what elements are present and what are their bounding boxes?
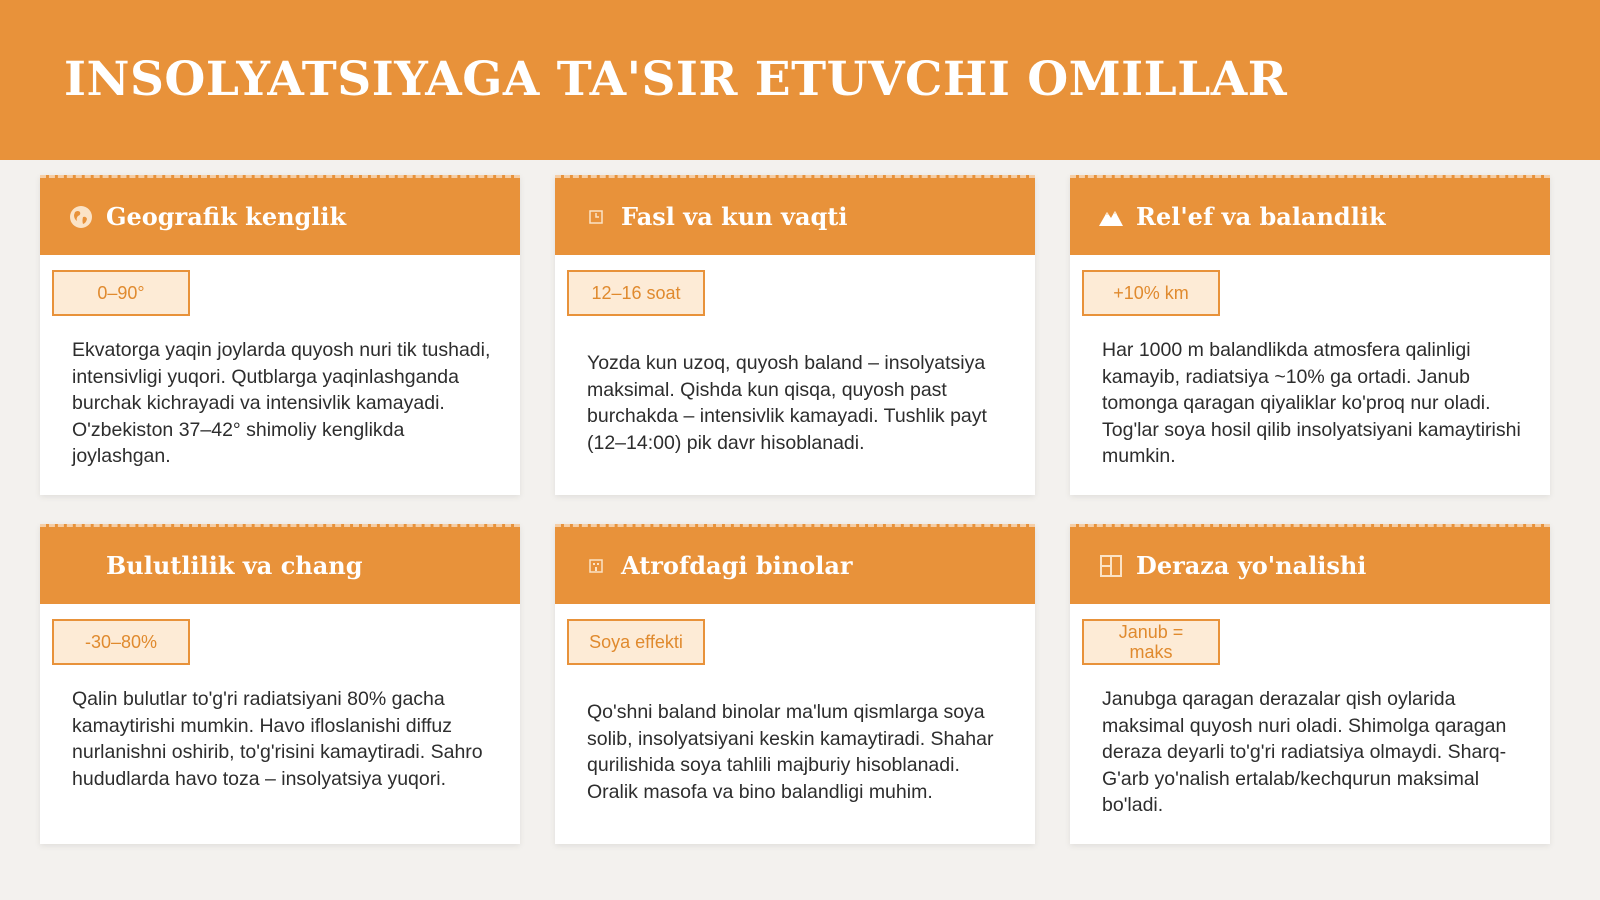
card-title: Geografik kenglik [106, 202, 347, 231]
card-header [555, 524, 1035, 604]
factor-card-cloudiness [40, 524, 520, 844]
card-description: Ekvatorga yaqin joylarda quyosh nuri tik tushadi, intensivligi yuqori. Qutblarga yaqinlashganda burchak kichrayadi va intensivlik kamayadi. O'zbekiston 37–42° shimoliy kenglikda joylashgan. [72, 339, 491, 467]
building-icon [583, 553, 609, 579]
factor-card-latitude [40, 175, 520, 495]
cloud-icon [68, 553, 94, 579]
card-title: Rel'ef va balandlik [1136, 202, 1386, 231]
card-description: Janubga qaragan derazalar qish oylarida maksimal quyosh nuri oladi. Shimolga qaragan deraza deyarli to'g'ri radiatsiya olmaydi. Sharq-G'arb yo'nalish ertalab/kechqurun maksimal bo'ladi. [1102, 688, 1507, 816]
factor-card-season-time [555, 175, 1035, 495]
card-description: Yozda kun uzoq, quyosh baland – insolyatsiya maksimal. Qishda kun qisqa, quyosh past burchakda – intensivlik kamayadi. Tushlik payt (12–14:00) pik davr hisoblanadi. [587, 352, 987, 454]
value-badge: Soya effekti [567, 619, 705, 665]
factor-card-surrounding-buildings [555, 524, 1035, 844]
card-header [40, 175, 520, 255]
globe-icon [68, 204, 94, 230]
value-badge: -30–80% [52, 619, 190, 665]
card-title: Fasl va kun vaqti [621, 202, 848, 231]
card-title: Bulutlilik va chang [106, 551, 363, 580]
card-description: Har 1000 m balandlikda atmosfera qalinligi kamayib, radiatsiya ~10% ga ortadi. Janub tomonga qaragan qiyaliklar ko'proq nur oladi. Tog'lar soya hosil qilib insolyatsiyani kamaytirishi mumkin. [1102, 339, 1521, 467]
slide-title: INSOLYATSIYAGA TA'SIR ETUVCHI OMILLAR [64, 52, 1288, 107]
card-title: Deraza yo'nalishi [1136, 551, 1367, 580]
value-badge: +10% km [1082, 270, 1220, 316]
card-description: Qalin bulutlar to'g'ri radiatsiyani 80% gacha kamaytirishi mumkin. Havo ifloslanishi diffuz nurlanishni oshirib, to'g'risini kamaytiradi. Sahro hududlarda havo toza – insolyatsiya yuqori. [72, 688, 483, 790]
value-badge: 12–16 soat [567, 270, 705, 316]
clock-icon [583, 204, 609, 230]
slide-header [0, 0, 1600, 160]
mountain-icon [1098, 204, 1124, 230]
window-icon [1098, 553, 1124, 579]
card-header [1070, 524, 1550, 604]
factor-card-relief-altitude [1070, 175, 1550, 495]
card-header [1070, 175, 1550, 255]
card-header [555, 175, 1035, 255]
card-header [40, 524, 520, 604]
value-badge: Janub = maks [1082, 619, 1220, 665]
factor-card-window-orientation [1070, 524, 1550, 844]
value-badge: 0–90° [52, 270, 190, 316]
card-title: Atrofdagi binolar [621, 551, 853, 580]
card-description: Qo'shni baland binolar ma'lum qismlarga soya solib, insolyatsiyani keskin kamaytiradi. Shahar qurilishida soya tahlili majburiy hisoblanadi. Oralik masofa va bino balandligi muhim. [587, 701, 994, 803]
